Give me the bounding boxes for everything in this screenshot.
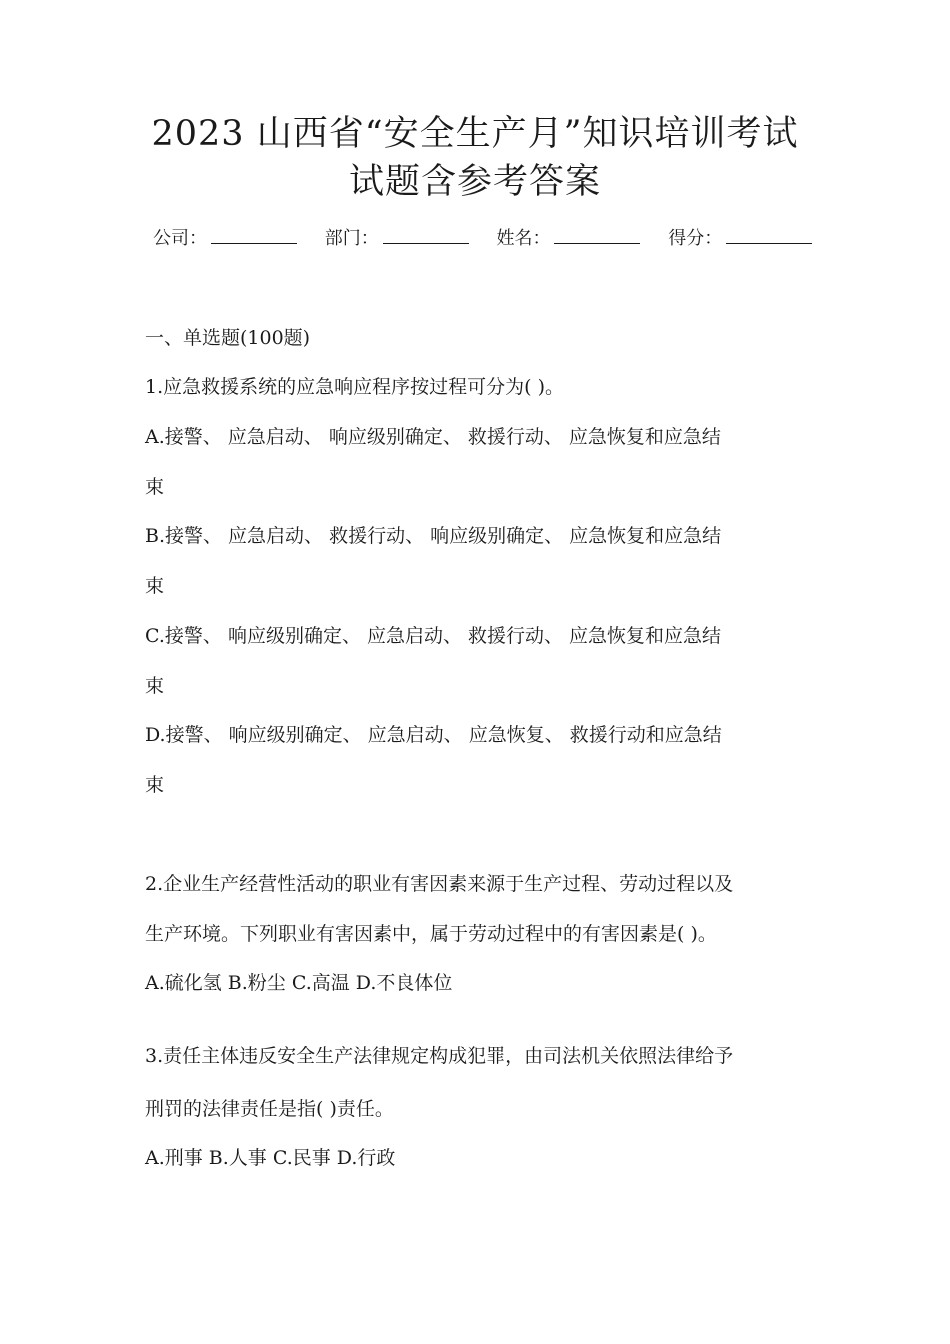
name-label: 姓名： bbox=[496, 228, 551, 249]
question-2-stem-line-1: 2.企业生产经营性活动的职业有害因素来源于生产过程、劳动过程以及 bbox=[145, 873, 734, 895]
info-fields bbox=[153, 224, 834, 250]
question-3-options: A.刑事 B.人事 C.民事 D.行政 bbox=[145, 1147, 396, 1169]
score-label: 得分： bbox=[668, 228, 723, 249]
question-1-option-b: B.接警、 应急启动、 救援行动、 响应级别确定、 应急恢复和应急结 bbox=[145, 525, 722, 547]
name-blank bbox=[554, 225, 640, 244]
company-blank bbox=[211, 225, 297, 244]
question-1-option-a: A.接警、 应急启动、 响应级别确定、 救援行动、 应急恢复和应急结 bbox=[145, 426, 721, 448]
question-2-stem-line-2: 生产环境。下列职业有害因素中，属于劳动过程中的有害因素是( )。 bbox=[145, 923, 717, 945]
question-1-option-d-cont: 束 bbox=[145, 774, 165, 796]
question-1-option-b-cont: 束 bbox=[145, 575, 165, 597]
question-3-stem-line-1: 3.责任主体违反安全生产法律规定构成犯罪，由司法机关依照法律给予 bbox=[145, 1045, 734, 1067]
score-blank bbox=[726, 225, 812, 244]
question-3-stem-line-2: 刑罚的法律责任是指( )责任。 bbox=[145, 1098, 394, 1120]
question-1-option-c: C.接警、 响应级别确定、 应急启动、 救援行动、 应急恢复和应急结 bbox=[145, 625, 722, 647]
question-1-option-a-cont: 束 bbox=[145, 476, 165, 498]
company-label: 公司： bbox=[153, 228, 207, 249]
document-title-line-2: 试题含参考答案 bbox=[348, 162, 601, 202]
question-1-stem: 1.应急救援系统的应急响应程序按过程可分为( )。 bbox=[145, 376, 564, 398]
question-1-option-c-cont: 束 bbox=[145, 675, 165, 697]
score-field bbox=[668, 224, 812, 250]
department-field bbox=[325, 224, 469, 250]
question-1-option-d: D.接警、 响应级别确定、 应急启动、 应急恢复、 救援行动和应急结 bbox=[145, 724, 722, 746]
department-label: 部门： bbox=[324, 228, 379, 249]
department-blank bbox=[383, 225, 469, 244]
section-heading: 一、单选题(100题) bbox=[145, 327, 311, 349]
company-field bbox=[153, 224, 297, 250]
name-field bbox=[496, 224, 640, 250]
document-title-line-1: 2023 山西省“安全生产月”知识培训考试 bbox=[151, 114, 799, 154]
question-2-options: A.硫化氢 B.粉尘 C.高温 D.不良体位 bbox=[145, 972, 453, 994]
